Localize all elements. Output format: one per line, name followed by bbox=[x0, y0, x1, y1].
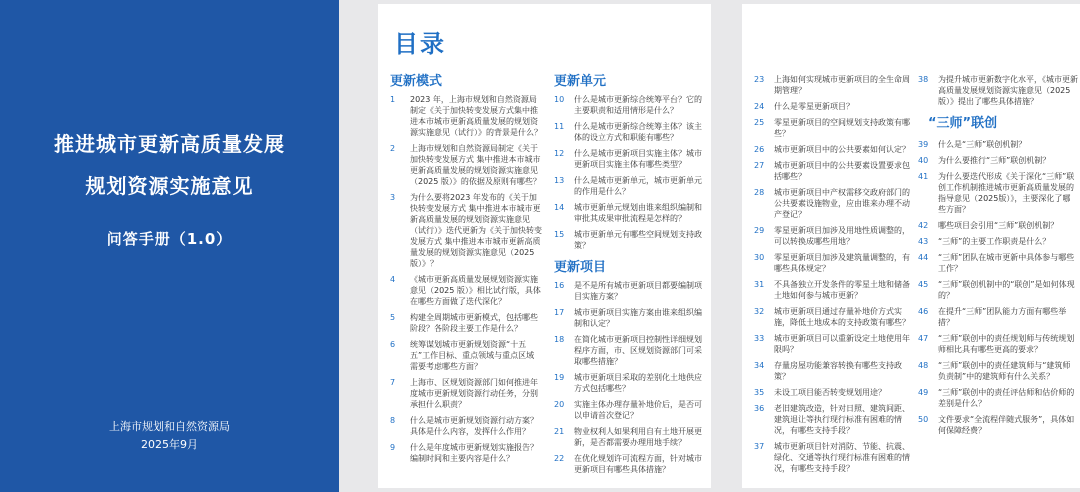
toc-item-text: 构建全周期城市更新模式，包括哪些阶段？各阶段主要工作是什么？ bbox=[410, 313, 538, 333]
toc-item-text: “三师”联创机制中的“联创”是如何体现的？ bbox=[938, 280, 1075, 300]
toc-item-text: 城市更新单元有哪些空间规划支持政策？ bbox=[574, 230, 702, 250]
toc-item[interactable] bbox=[390, 377, 542, 410]
toc-item-text: 物业权利人如果利用自有土地开展更新，是否都需要办理用地手续？ bbox=[574, 427, 702, 447]
toc-item-text: 上海如何实现城市更新项目的全生命周期管理？ bbox=[774, 75, 910, 95]
toc-column-3 bbox=[754, 74, 910, 479]
toc-item-text: 在优化规划许可流程方面，针对城市更新项目有哪些具体措施？ bbox=[574, 454, 702, 474]
toc-item-number: 44 bbox=[918, 253, 929, 262]
toc-item[interactable] bbox=[554, 94, 706, 116]
toc-item[interactable] bbox=[918, 279, 1078, 301]
toc-item-text: 城市更新项目针对消防、节能、抗震、绿化、交通等执行现行标准有困难的情况，有哪些支持手段？ bbox=[774, 442, 910, 473]
toc-item-text: 不具备独立开发条件的零星土地和储备土地如何参与城市更新？ bbox=[774, 280, 910, 300]
toc-item-number: 1 bbox=[390, 95, 396, 104]
toc-item-number: 20 bbox=[554, 400, 565, 409]
toc-item-number: 33 bbox=[754, 334, 765, 343]
toc-item[interactable] bbox=[390, 274, 542, 307]
toc-item-text: 城市更新项目中产权需移交政府部门的公共要素设施物业，应由谁来办理不动产登记？ bbox=[774, 188, 910, 219]
toc-item-text: 什么是年度城市更新规划实施报告？编制时间和主要内容是什么？ bbox=[410, 443, 538, 463]
toc-item-number: 17 bbox=[554, 308, 565, 317]
toc-item[interactable] bbox=[754, 74, 910, 96]
toc-item-number: 8 bbox=[390, 416, 396, 425]
toc-item-text: 为提升城市更新数字化水平，《城市更新高质量发展规划资源实施意见（2025 版）》提出了哪些具体措施？ bbox=[938, 75, 1078, 106]
section-heading-three: “三师”联创 bbox=[928, 116, 998, 131]
toc-item-number: 45 bbox=[918, 280, 929, 289]
toc-item-number: 29 bbox=[754, 226, 765, 235]
toc-item-text: 老旧建筑改造，针对日照、建筑间距、建筑退让等执行现行标准有困难的情况，有哪些支持手段？ bbox=[774, 404, 910, 435]
toc-item-number: 3 bbox=[390, 193, 396, 202]
toc-item[interactable] bbox=[554, 399, 706, 421]
toc-item[interactable] bbox=[554, 453, 706, 475]
toc-item-number: 28 bbox=[754, 188, 765, 197]
toc-item-number: 21 bbox=[554, 427, 565, 436]
toc-item-number: 48 bbox=[918, 361, 929, 370]
toc-item[interactable] bbox=[918, 414, 1078, 436]
toc-item-text: “三师”团队在城市更新中具体参与哪些工作？ bbox=[938, 253, 1075, 273]
toc-item-number: 36 bbox=[754, 404, 765, 413]
cover-date: 2025年9月 bbox=[141, 438, 198, 451]
toc-item[interactable] bbox=[554, 372, 706, 394]
toc-item[interactable] bbox=[754, 441, 910, 474]
toc-item[interactable] bbox=[754, 333, 910, 355]
toc-item[interactable] bbox=[554, 426, 706, 448]
toc-item[interactable] bbox=[918, 236, 1078, 247]
toc-item-text: 是不是所有城市更新项目都要编制项目实施方案？ bbox=[574, 281, 702, 301]
toc-item[interactable] bbox=[390, 312, 542, 334]
toc-item-text: 哪些项目会引用“三师”联创机制？ bbox=[938, 221, 1059, 230]
toc-item[interactable] bbox=[754, 252, 910, 274]
toc-item-text: 为什么要推行“三师”联创机制？ bbox=[938, 156, 1051, 165]
toc-item-number: 31 bbox=[754, 280, 765, 289]
toc-item-text: 《城市更新高质量发展规划资源实施意见（2025 版）》相比试行版，具体在哪些方面做了迭代深化？ bbox=[410, 275, 541, 306]
toc-item[interactable] bbox=[754, 101, 910, 112]
toc-item[interactable] bbox=[554, 229, 706, 251]
toc-list bbox=[918, 74, 1078, 107]
toc-list bbox=[554, 94, 706, 251]
toc-item-number: 15 bbox=[554, 230, 565, 239]
toc-item-text: 2023 年，上海市规划和自然资源局制定《关于加快转变发展方式集中推进本市城市更新高质量发展的规划资源实施意见（试行）》的背景是什么？ bbox=[410, 95, 542, 137]
toc-item[interactable] bbox=[918, 360, 1078, 382]
toc-item[interactable] bbox=[390, 143, 542, 187]
toc-item-number: 22 bbox=[554, 454, 565, 463]
toc-item-text: 实施主体办理存量补地价后，是否可以申请首次登记？ bbox=[574, 400, 702, 420]
toc-item[interactable] bbox=[918, 220, 1078, 231]
toc-item[interactable] bbox=[754, 279, 910, 301]
toc-item[interactable] bbox=[390, 415, 542, 437]
toc-item[interactable] bbox=[754, 306, 910, 328]
toc-item[interactable] bbox=[554, 175, 706, 197]
toc-item-number: 38 bbox=[918, 75, 929, 84]
toc-item-text: 什么是城市更新综合统筹平台？它的主要职责和适用情形是什么？ bbox=[574, 95, 702, 115]
cover-subtitle: 问答手册（1.0） bbox=[106, 230, 233, 248]
toc-list bbox=[754, 74, 910, 474]
toc-item-number: 4 bbox=[390, 275, 396, 284]
section-heading-mode: 更新模式 bbox=[390, 74, 443, 89]
toc-item[interactable] bbox=[754, 160, 910, 182]
toc-item-number: 27 bbox=[754, 161, 765, 170]
cover-title-line2: 规划资源实施意见 bbox=[85, 174, 254, 198]
cover-title-line1: 推进城市更新高质量发展 bbox=[54, 132, 285, 156]
toc-item[interactable] bbox=[754, 387, 910, 398]
toc-item-text: 零星更新项目加涉及建筑量调整的，有哪些具体规定？ bbox=[774, 253, 910, 273]
toc-item-text: 城市更新单元规划由谁来组织编制和审批其成果审批流程是怎样的？ bbox=[574, 203, 702, 223]
toc-item-text: 零星更新项目的空间规划支持政策有哪些？ bbox=[774, 118, 910, 138]
toc-item-number: 10 bbox=[554, 95, 565, 104]
toc-item-number: 30 bbox=[754, 253, 765, 262]
section-heading-project: 更新项目 bbox=[554, 260, 607, 275]
toc-item-number: 16 bbox=[554, 281, 565, 290]
toc-item[interactable] bbox=[754, 117, 910, 139]
toc-list bbox=[554, 280, 706, 475]
toc-item[interactable] bbox=[754, 144, 910, 155]
toc-item-text: 文件要求“全流程伴随式服务”，具体如何保障经费？ bbox=[938, 415, 1075, 435]
toc-item-text: 什么是城市更新规划资源行动方案？具体是什么内容，发挥什么作用？ bbox=[410, 416, 538, 436]
toc-item-number: 47 bbox=[918, 334, 929, 343]
toc-item-number: 35 bbox=[754, 388, 765, 397]
toc-item-number: 39 bbox=[918, 140, 929, 149]
toc-item[interactable] bbox=[918, 387, 1078, 409]
toc-title: 目录 bbox=[394, 30, 446, 58]
toc-item-text: 什么是零星更新项目？ bbox=[774, 102, 854, 111]
toc-item[interactable] bbox=[390, 192, 542, 269]
toc-item-number: 18 bbox=[554, 335, 565, 344]
toc-item-number: 46 bbox=[918, 307, 929, 316]
toc-item[interactable] bbox=[754, 403, 910, 436]
toc-item-text: “三师”联创中的责任建筑师与“建筑师负责制”中的建筑师有什么关系？ bbox=[938, 361, 1071, 381]
toc-item-number: 42 bbox=[918, 221, 929, 230]
toc-item-text: 什么是城市更新项目实施主体？城市更新项目实施主体有哪些类型？ bbox=[574, 149, 702, 169]
toc-item-text: “三师”的主要工作职责是什么？ bbox=[938, 237, 1051, 246]
toc-item-text: 为什么要迭代形成《关于深化“三师”联创工作机制推进城市更新高质量发展的指导意见（2025版）》，主要深化了哪些方面？ bbox=[938, 172, 1075, 214]
toc-item[interactable] bbox=[918, 139, 1078, 150]
toc-item-text: 什么是城市更新综合统筹主体？该主体的设立方式和职能有哪些？ bbox=[574, 122, 702, 142]
toc-item[interactable] bbox=[918, 171, 1078, 215]
toc-item-text: 城市更新项目可以重新设定土地使用年限吗？ bbox=[774, 334, 910, 354]
toc-item[interactable] bbox=[554, 148, 706, 170]
toc-item-text: 什么是城市更新单元，城市更新单元的作用是什么？ bbox=[574, 176, 702, 196]
toc-item-number: 13 bbox=[554, 176, 565, 185]
toc-item-number: 23 bbox=[754, 75, 765, 84]
toc-item-number: 43 bbox=[918, 237, 929, 246]
toc-column-1 bbox=[390, 70, 542, 469]
toc-item[interactable] bbox=[390, 339, 542, 372]
toc-item-text: 为什么要将2023 年发布的《关于加快转变发展方式 集中推进本市城市更新高质量发展的规划资源实施意见（试行）》迭代更新为《关于加快转变发展方式 集中推进本市城市更新高质量发展的规划资源实施意见（2025 版）》？ bbox=[410, 193, 542, 268]
toc-page-2 bbox=[742, 4, 1080, 488]
toc-item[interactable] bbox=[918, 155, 1078, 166]
toc-item[interactable] bbox=[554, 121, 706, 143]
toc-column-2 bbox=[554, 70, 706, 480]
toc-item-text: 城市更新项目通过存量补地价方式实施，降低土地成本的支持政策有哪些？ bbox=[774, 307, 910, 327]
toc-item-number: 19 bbox=[554, 373, 565, 382]
toc-item-number: 26 bbox=[754, 145, 765, 154]
toc-item-number: 37 bbox=[754, 442, 765, 451]
toc-item-text: 统筹谋划城市更新规划资源“十五五”工作目标、重点领域与重点区域需要考虑哪些方面？ bbox=[410, 340, 535, 371]
toc-item-text: 什么是“三师”联创机制？ bbox=[938, 140, 1027, 149]
toc-item[interactable] bbox=[554, 307, 706, 329]
toc-item[interactable] bbox=[918, 333, 1078, 355]
toc-item-number: 14 bbox=[554, 203, 565, 212]
toc-item[interactable] bbox=[390, 442, 542, 464]
toc-item-text: 城市更新项目中的公共要素如何认定？ bbox=[774, 145, 910, 154]
toc-item-text: 城市更新项目实施方案由谁来组织编制和认定？ bbox=[574, 308, 702, 328]
toc-item-text: 在提升“三师”团队能力方面有哪些举措？ bbox=[938, 307, 1067, 327]
toc-item[interactable] bbox=[918, 306, 1078, 328]
toc-page-1 bbox=[378, 4, 711, 488]
toc-item-text: “三师”联创中的责任规划师与传统规划师相比具有哪些更高的要求？ bbox=[938, 334, 1075, 354]
toc-item-number: 49 bbox=[918, 388, 929, 397]
toc-item-number: 12 bbox=[554, 149, 565, 158]
toc-item-text: 存量房屋功能兼容转换有哪些支持政策？ bbox=[774, 361, 902, 381]
toc-item-number: 5 bbox=[390, 313, 396, 322]
toc-item-number: 40 bbox=[918, 156, 929, 165]
toc-item[interactable] bbox=[918, 252, 1078, 274]
toc-item-number: 34 bbox=[754, 361, 765, 370]
toc-item-number: 25 bbox=[754, 118, 765, 127]
toc-column-4 bbox=[918, 74, 1078, 441]
toc-item-number: 6 bbox=[390, 340, 396, 349]
toc-item-number: 24 bbox=[754, 102, 765, 111]
toc-item-text: 上海市规划和自然资源局制定《关于加快转变发展方式 集中推进本市城市更新高质量发展的规划资源实施意见（2025 版）》的依据及原则有哪些？ bbox=[410, 144, 541, 186]
toc-item-text: 零星更新项目加涉及用地性质调整的，可以转换成哪些用地？ bbox=[774, 226, 910, 246]
toc-item-number: 41 bbox=[918, 172, 929, 181]
toc-item-text: 上海市、区规划资源部门如何推进年度城市更新规划资源行动任务，分别承担什么职责？ bbox=[410, 378, 538, 409]
toc-item-number: 2 bbox=[390, 144, 396, 153]
toc-item-number: 9 bbox=[390, 443, 396, 452]
toc-item[interactable] bbox=[918, 74, 1078, 107]
cover-page bbox=[0, 0, 339, 492]
toc-item[interactable] bbox=[554, 202, 706, 224]
section-heading-unit: 更新单元 bbox=[554, 74, 607, 89]
toc-item[interactable] bbox=[754, 225, 910, 247]
toc-item-text: “三师”联创中的责任评估师和估价师的差别是什么？ bbox=[938, 388, 1075, 408]
toc-item[interactable] bbox=[754, 360, 910, 382]
toc-item-text: 在简化城市更新项目控制性详细规划程序方面，市、区规划资源部门可采取哪些措施？ bbox=[574, 335, 702, 366]
toc-item[interactable] bbox=[754, 187, 910, 220]
toc-item-number: 7 bbox=[390, 378, 396, 387]
toc-item[interactable] bbox=[554, 334, 706, 367]
toc-item[interactable] bbox=[390, 94, 542, 138]
cover-org: 上海市规划和自然资源局 bbox=[109, 420, 230, 433]
toc-list bbox=[918, 139, 1078, 436]
toc-item-number: 32 bbox=[754, 307, 765, 316]
toc-item-number: 11 bbox=[554, 122, 565, 131]
toc-item-text: 未设工项目能否转变规划用途？ bbox=[774, 388, 886, 397]
toc-item[interactable] bbox=[554, 280, 706, 302]
toc-item-number: 50 bbox=[918, 415, 929, 424]
toc-item-text: 城市更新项目采取的差别化土地供应方式包括哪些？ bbox=[574, 373, 702, 393]
toc-item-text: 城市更新项目中的公共要素设置要求包括哪些？ bbox=[774, 161, 910, 181]
toc-list bbox=[390, 94, 542, 464]
